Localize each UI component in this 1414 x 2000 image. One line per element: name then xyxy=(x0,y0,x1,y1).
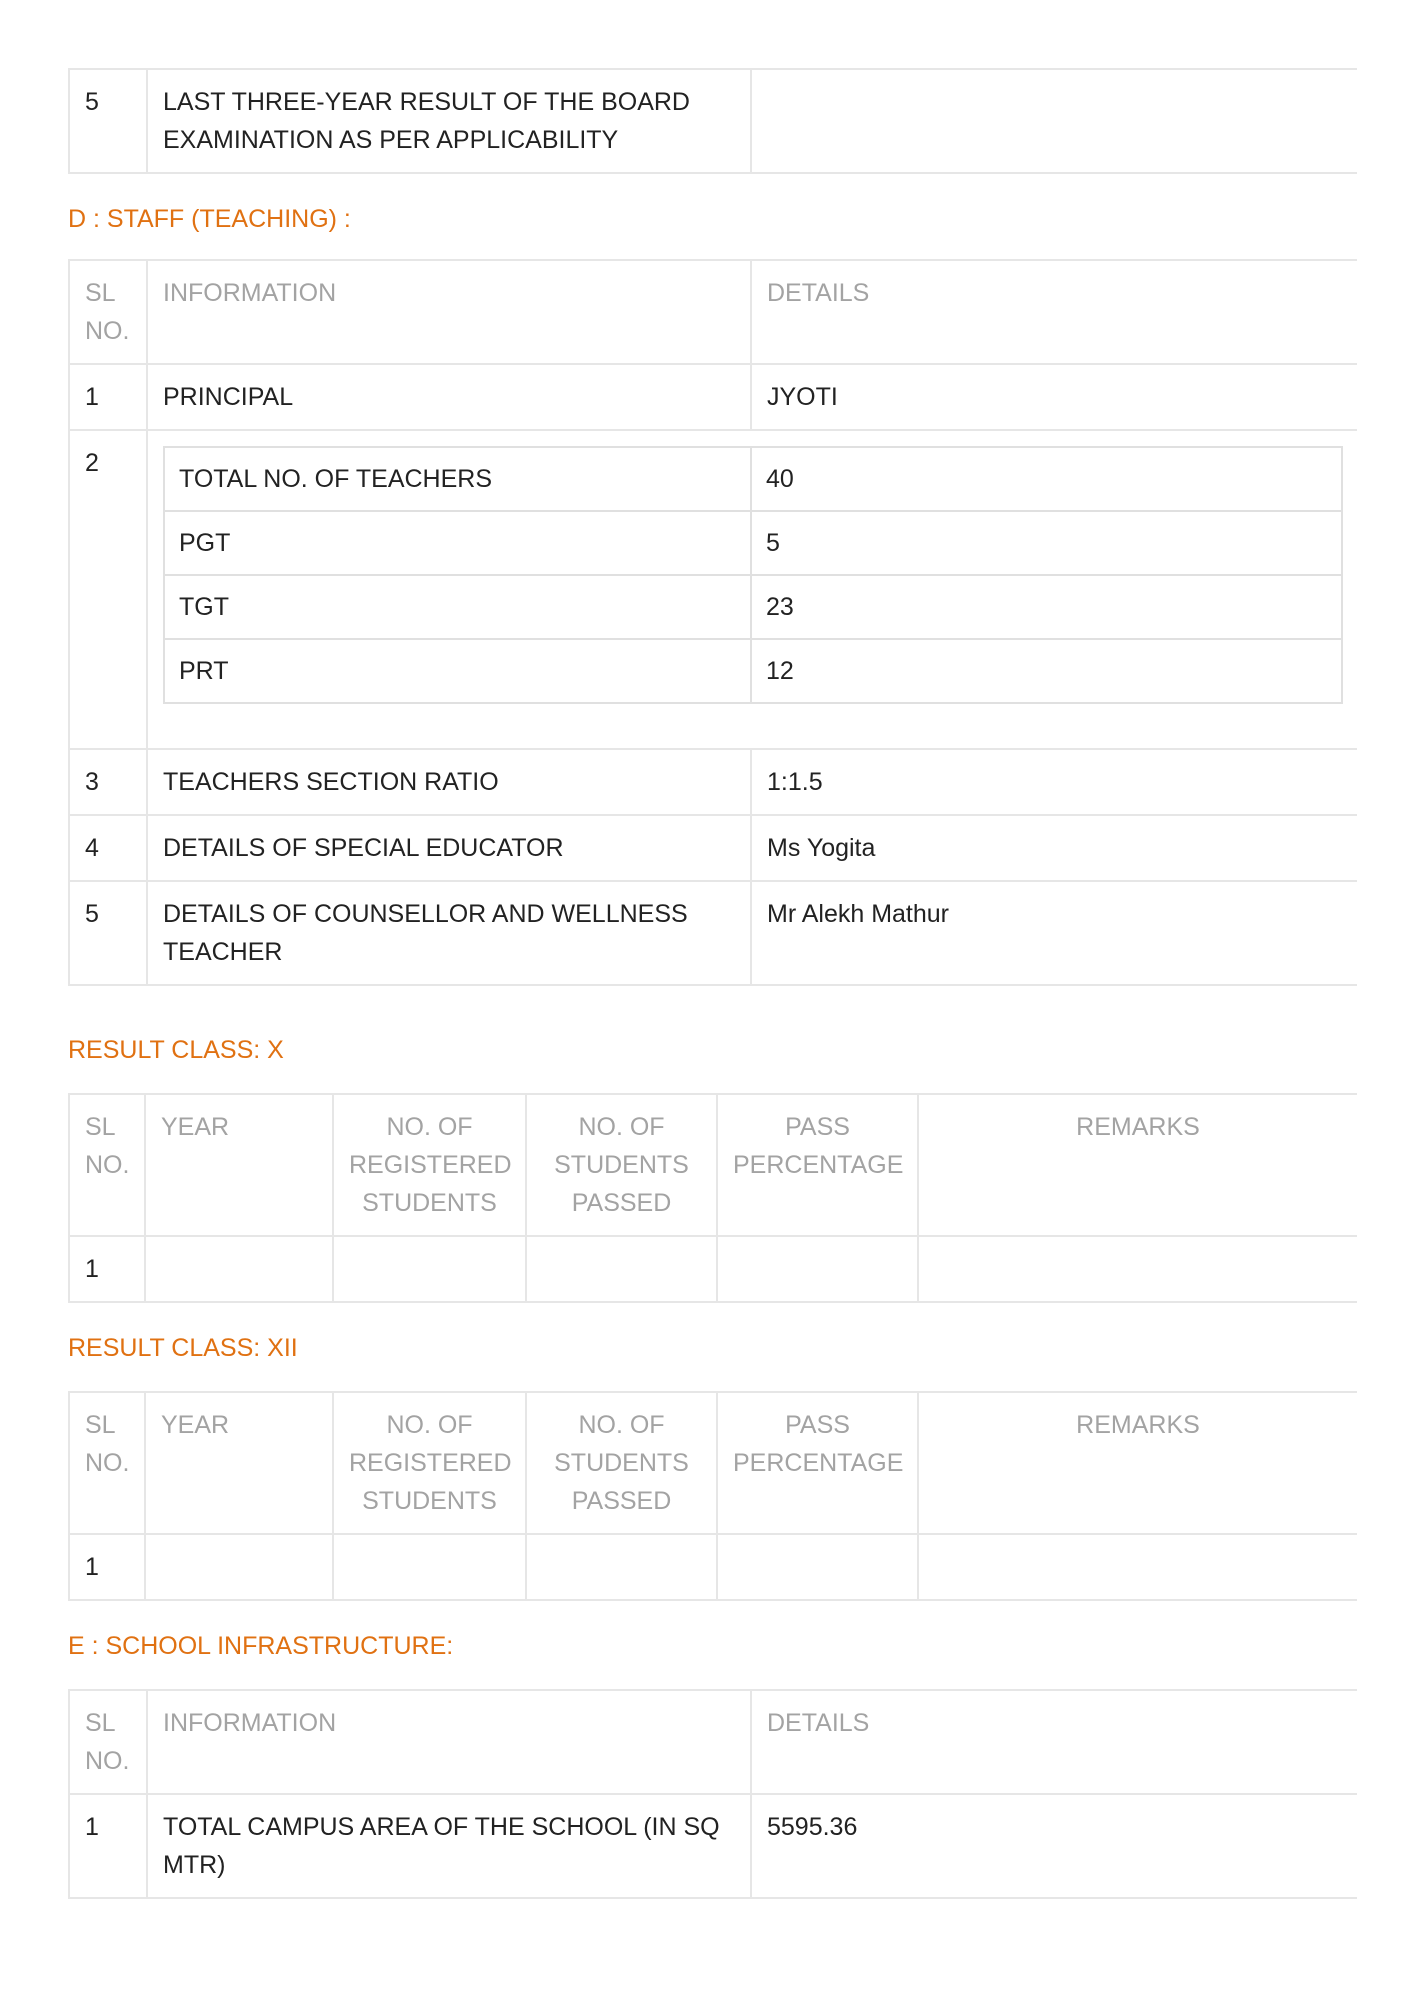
teachers-breakdown-table xyxy=(163,446,1343,704)
header-information: INFORMATION xyxy=(147,1690,751,1794)
registered-cell xyxy=(333,1534,526,1600)
sl-no-cell: 3 xyxy=(69,749,147,815)
header-year: YEAR xyxy=(145,1392,333,1534)
percentage-cell xyxy=(717,1534,918,1600)
remarks-cell xyxy=(918,1534,1357,1600)
sl-no-cell: 4 xyxy=(69,815,147,881)
table-row xyxy=(69,364,1357,430)
teachers-row xyxy=(164,639,1342,703)
table-header-row xyxy=(69,1690,1357,1794)
info-cell: DETAILS OF SPECIAL EDUCATOR xyxy=(147,815,751,881)
teachers-row xyxy=(164,511,1342,575)
result-xii-title: RESULT CLASS: XII xyxy=(68,1334,298,1362)
details-cell: 5595.36 xyxy=(751,1794,1357,1898)
sl-no-cell: 2 xyxy=(69,430,147,749)
table-row xyxy=(69,69,1357,173)
staff-table xyxy=(68,259,1357,986)
header-details: DETAILS xyxy=(751,260,1357,364)
percentage-cell xyxy=(717,1236,918,1302)
sl-no-cell: 1 xyxy=(69,1236,145,1302)
header-pass-percentage: PASS PERCENTAGE xyxy=(717,1094,918,1236)
header-details: DETAILS xyxy=(751,1690,1357,1794)
result-xii-table xyxy=(68,1391,1357,1601)
header-registered-students: NO. OF REGISTERED STUDENTS xyxy=(333,1392,526,1534)
header-students-passed: NO. OF STUDENTS PASSED xyxy=(526,1094,717,1236)
table-row xyxy=(69,1534,1357,1600)
details-cell: 1:1.5 xyxy=(751,749,1357,815)
teachers-value: 12 xyxy=(751,639,1342,703)
table-header-row xyxy=(69,260,1357,364)
teachers-value: 23 xyxy=(751,575,1342,639)
table-row xyxy=(69,815,1357,881)
info-cell: PRINCIPAL xyxy=(147,364,751,430)
teachers-value: 5 xyxy=(751,511,1342,575)
header-remarks: REMARKS xyxy=(918,1392,1357,1534)
info-cell: LAST THREE-YEAR RESULT OF THE BOARD EXAMINATION AS PER APPLICABILITY xyxy=(147,69,751,173)
details-cell xyxy=(751,69,1357,173)
table-row xyxy=(69,881,1357,985)
table-header-row xyxy=(69,1094,1357,1236)
teachers-label: TOTAL NO. OF TEACHERS xyxy=(164,447,751,511)
passed-cell xyxy=(526,1236,717,1302)
info-cell: TOTAL CAMPUS AREA OF THE SCHOOL (IN SQ MTR) xyxy=(147,1794,751,1898)
infrastructure-section-title: E : SCHOOL INFRASTRUCTURE: xyxy=(68,1632,454,1660)
header-information: INFORMATION xyxy=(147,260,751,364)
teachers-value: 40 xyxy=(751,447,1342,511)
info-cell: TEACHERS SECTION RATIO xyxy=(147,749,751,815)
details-cell: Ms Yogita xyxy=(751,815,1357,881)
header-year: YEAR xyxy=(145,1094,333,1236)
staff-section-title: D : STAFF (TEACHING) : xyxy=(68,205,351,233)
header-remarks: REMARKS xyxy=(918,1094,1357,1236)
sl-no-cell: 1 xyxy=(69,1534,145,1600)
header-registered-students: NO. OF REGISTERED STUDENTS xyxy=(333,1094,526,1236)
teachers-row xyxy=(164,447,1342,511)
teachers-breakdown-cell xyxy=(147,430,1357,749)
year-cell xyxy=(145,1534,333,1600)
teachers-label: PGT xyxy=(164,511,751,575)
board-result-table xyxy=(68,68,1357,174)
registered-cell xyxy=(333,1236,526,1302)
teachers-row xyxy=(164,575,1342,639)
sl-no-cell: 1 xyxy=(69,1794,147,1898)
result-x-table xyxy=(68,1093,1357,1303)
table-row xyxy=(69,1794,1357,1898)
remarks-cell xyxy=(918,1236,1357,1302)
info-cell: DETAILS OF COUNSELLOR AND WELLNESS TEACHER xyxy=(147,881,751,985)
sl-no-cell: 5 xyxy=(69,69,147,173)
teachers-label: PRT xyxy=(164,639,751,703)
infrastructure-table xyxy=(68,1689,1357,1899)
details-cell: JYOTI xyxy=(751,364,1357,430)
details-cell: Mr Alekh Mathur xyxy=(751,881,1357,985)
table-header-row xyxy=(69,1392,1357,1534)
header-sl-no: SL NO. xyxy=(69,1392,145,1534)
table-row xyxy=(69,749,1357,815)
passed-cell xyxy=(526,1534,717,1600)
table-row xyxy=(69,430,1357,749)
year-cell xyxy=(145,1236,333,1302)
teachers-label: TGT xyxy=(164,575,751,639)
header-pass-percentage: PASS PERCENTAGE xyxy=(717,1392,918,1534)
header-sl-no: SL NO. xyxy=(69,260,147,364)
header-sl-no: SL NO. xyxy=(69,1690,147,1794)
table-row xyxy=(69,1236,1357,1302)
sl-no-cell: 5 xyxy=(69,881,147,985)
header-students-passed: NO. OF STUDENTS PASSED xyxy=(526,1392,717,1534)
header-sl-no: SL NO. xyxy=(69,1094,145,1236)
result-x-title: RESULT CLASS: X xyxy=(68,1036,284,1064)
sl-no-cell: 1 xyxy=(69,364,147,430)
